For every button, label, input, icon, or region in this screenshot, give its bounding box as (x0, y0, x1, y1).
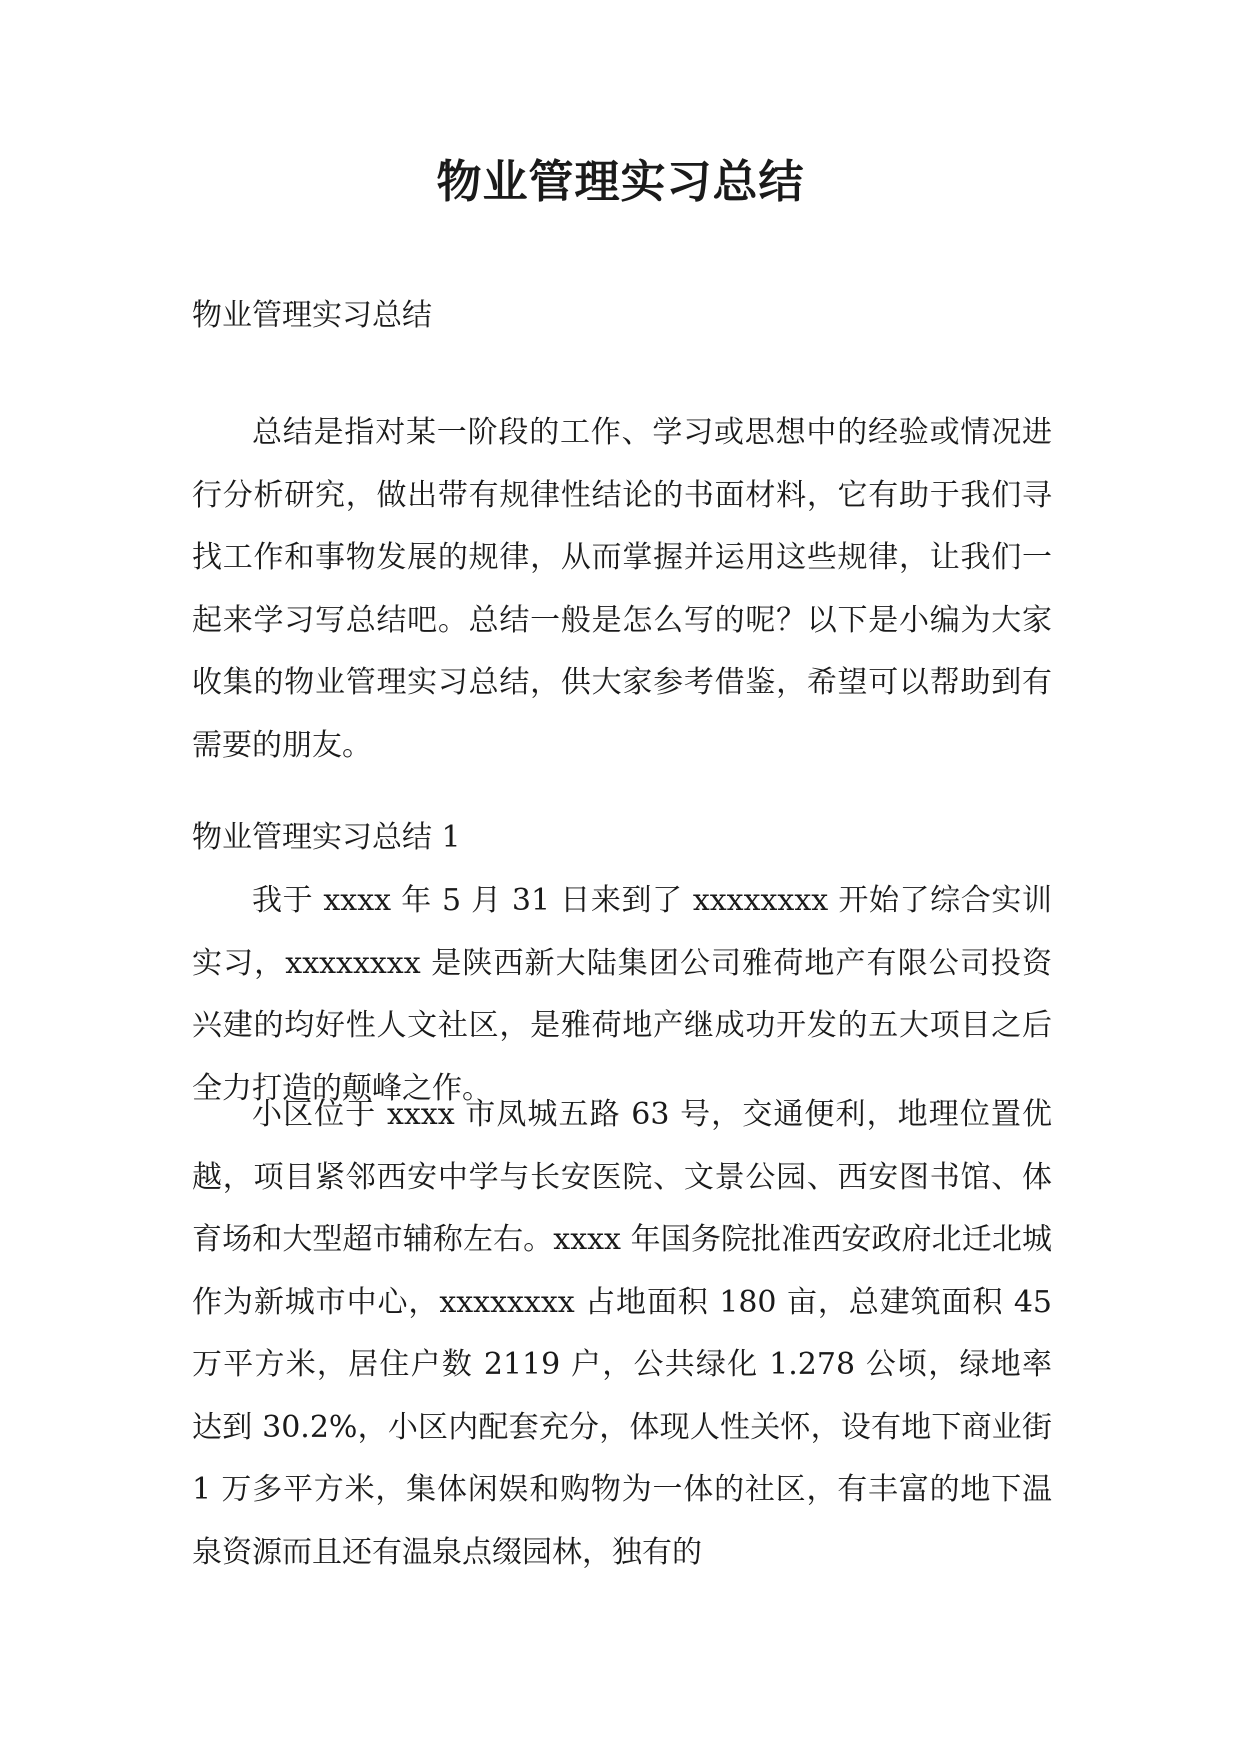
body-paragraph: 我于 xxxx 年 5 月 31 日来到了 xxxxxxxx 开始了综合实训实习，xxxxxxxx 是陕西新大陆集团公司雅荷地产有限公司投资兴建的均好性人文社区，是雅荷地产继成功开发的五大项目之后全力打造的颠峰之作。 (192, 883, 1052, 1106)
page-title: 物业管理实习总结 (436, 155, 805, 208)
intro-paragraph: 总结是指对某一阶段的工作、学习或思想中的经验或情况进行分析研究，做出带有规律性结论的书面材料，它有助于我们寻找工作和事物发展的规律，从而掌握并运用这些规律，让我们一起来学习写总结吧。总结一般是怎么写的呢？以下是小编为大家收集的物业管理实习总结，供大家参考借鉴，希望可以帮助到有需要的朋友。 (192, 415, 1052, 763)
body-paragraph: 小区位于 xxxx 市凤城五路 63 号，交通便利，地理位置优越，项目紧邻西安中学与长安医院、文景公园、西安图书馆、体育场和大型超市辅称左右。xxxx 年国务院批准西安政府北迁北城作为新城市中心，xxxxxxxx 占地面积 180 亩，总建筑面积 45 万平方米，居住户数 2119 户，公共绿化 1.278 公顷，绿地率达到 30.2%，小区内配套充分，体现人性关怀，设有地下商业街 1 万多平方米，集体闲娱和购物为一体的社区，有丰富的地下温泉资源而且还有温泉点缀园林，独有的 (192, 1097, 1052, 1570)
section-heading: 物业管理实习总结 1 (192, 820, 461, 855)
document-subtitle: 物业管理实习总结 (192, 298, 432, 333)
